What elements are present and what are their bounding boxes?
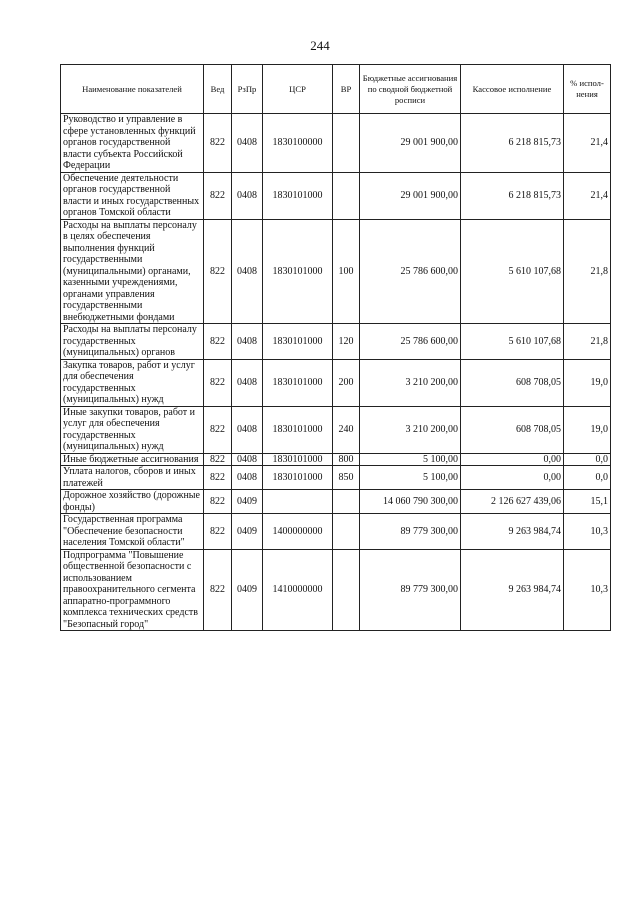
row-vr: 200 <box>333 359 360 406</box>
row-ved: 822 <box>204 114 232 173</box>
row-assigned: 5 100,00 <box>360 453 461 466</box>
row-assigned: 14 060 790 300,00 <box>360 490 461 514</box>
table-header-row <box>61 65 611 114</box>
row-ved: 822 <box>204 549 232 631</box>
row-csr: 1830101000 <box>263 453 333 466</box>
row-ved: 822 <box>204 490 232 514</box>
row-vr: 240 <box>333 406 360 453</box>
row-rzpr: 0408 <box>232 359 263 406</box>
table-row <box>61 324 611 360</box>
row-name: Руководство и управление в сфере установленных функций органов государственной власти субъекта Российской Федерации <box>61 114 204 173</box>
row-assigned: 3 210 200,00 <box>360 406 461 453</box>
row-name: Иные бюджетные ассигнования <box>61 453 204 466</box>
row-rzpr: 0408 <box>232 114 263 173</box>
row-ved: 822 <box>204 406 232 453</box>
row-name: Дорожное хозяйство (дорожные фонды) <box>61 490 204 514</box>
row-ved: 822 <box>204 514 232 550</box>
row-ved: 822 <box>204 324 232 360</box>
row-percent: 21,4 <box>564 172 611 219</box>
row-percent: 15,1 <box>564 490 611 514</box>
row-rzpr: 0408 <box>232 324 263 360</box>
row-percent: 19,0 <box>564 359 611 406</box>
table-row <box>61 549 611 631</box>
row-ved: 822 <box>204 172 232 219</box>
table-row <box>61 466 611 490</box>
row-percent: 10,3 <box>564 549 611 631</box>
row-rzpr: 0408 <box>232 406 263 453</box>
row-vr <box>333 490 360 514</box>
row-csr: 1830101000 <box>263 359 333 406</box>
row-vr <box>333 114 360 173</box>
table-row <box>61 219 611 324</box>
row-csr <box>263 490 333 514</box>
row-vr: 800 <box>333 453 360 466</box>
row-assigned: 29 001 900,00 <box>360 114 461 173</box>
row-name: Обеспечение деятельности органов государственной власти и иных государственных органов Томской области <box>61 172 204 219</box>
row-executed: 6 218 815,73 <box>461 114 564 173</box>
row-csr: 1830100000 <box>263 114 333 173</box>
table-row <box>61 359 611 406</box>
row-csr: 1830101000 <box>263 466 333 490</box>
row-name: Подпрограмма "Повышение общественной безопасности с использованием правоохранительного сегмента аппаратно-программного комплекса технических средств "Безопасный город" <box>61 549 204 631</box>
row-assigned: 29 001 900,00 <box>360 172 461 219</box>
row-rzpr: 0409 <box>232 549 263 631</box>
row-vr: 100 <box>333 219 360 324</box>
row-executed: 0,00 <box>461 466 564 490</box>
row-rzpr: 0408 <box>232 453 263 466</box>
row-vr <box>333 514 360 550</box>
row-rzpr: 0409 <box>232 514 263 550</box>
row-vr <box>333 172 360 219</box>
row-executed: 608 708,05 <box>461 359 564 406</box>
row-csr: 1830101000 <box>263 324 333 360</box>
row-executed: 2 126 627 439,06 <box>461 490 564 514</box>
row-assigned: 25 786 600,00 <box>360 219 461 324</box>
row-executed: 9 263 984,74 <box>461 549 564 631</box>
row-name: Уплата налогов, сборов и иных платежей <box>61 466 204 490</box>
row-rzpr: 0408 <box>232 466 263 490</box>
header-name: Наименование показателей <box>61 65 204 114</box>
table-row <box>61 453 611 466</box>
row-ved: 822 <box>204 219 232 324</box>
header-ved: Вед <box>204 65 232 114</box>
row-executed: 0,00 <box>461 453 564 466</box>
header-rzpr: РзПр <box>232 65 263 114</box>
row-name: Расходы на выплаты персоналу государственных (муниципальных) органов <box>61 324 204 360</box>
row-assigned: 3 210 200,00 <box>360 359 461 406</box>
header-vr: ВР <box>333 65 360 114</box>
row-csr: 1400000000 <box>263 514 333 550</box>
row-csr: 1830101000 <box>263 172 333 219</box>
page-number: 244 <box>310 38 330 53</box>
row-percent: 0,0 <box>564 453 611 466</box>
row-percent: 21,8 <box>564 219 611 324</box>
row-name: Иные закупки товаров, работ и услуг для обеспечения государственных (муниципальных) нужд <box>61 406 204 453</box>
row-csr: 1830101000 <box>263 219 333 324</box>
row-vr: 850 <box>333 466 360 490</box>
row-executed: 5 610 107,68 <box>461 324 564 360</box>
table-row <box>61 514 611 550</box>
row-ved: 822 <box>204 359 232 406</box>
header-assigned: Бюджетные ассигнования по сводной бюджетной росписи <box>360 65 461 114</box>
row-assigned: 25 786 600,00 <box>360 324 461 360</box>
table-row <box>61 490 611 514</box>
row-assigned: 5 100,00 <box>360 466 461 490</box>
table-row <box>61 114 611 173</box>
row-csr: 1410000000 <box>263 549 333 631</box>
row-executed: 5 610 107,68 <box>461 219 564 324</box>
budget-execution-table <box>60 64 611 631</box>
row-name: Расходы на выплаты персоналу в целях обеспечения выполнения функций государственными (муниципальными) органами, казенными учреждениями, органами управления государственными внебюджетными фондами <box>61 219 204 324</box>
row-ved: 822 <box>204 466 232 490</box>
row-rzpr: 0408 <box>232 172 263 219</box>
row-executed: 608 708,05 <box>461 406 564 453</box>
row-executed: 9 263 984,74 <box>461 514 564 550</box>
header-percent: % испол-нения <box>564 65 611 114</box>
row-csr: 1830101000 <box>263 406 333 453</box>
row-percent: 0,0 <box>564 466 611 490</box>
row-rzpr: 0408 <box>232 219 263 324</box>
row-assigned: 89 779 300,00 <box>360 514 461 550</box>
row-executed: 6 218 815,73 <box>461 172 564 219</box>
row-percent: 19,0 <box>564 406 611 453</box>
header-csr: ЦСР <box>263 65 333 114</box>
row-rzpr: 0409 <box>232 490 263 514</box>
row-percent: 10,3 <box>564 514 611 550</box>
row-percent: 21,4 <box>564 114 611 173</box>
header-executed: Кассовое исполнение <box>461 65 564 114</box>
row-vr: 120 <box>333 324 360 360</box>
row-percent: 21,8 <box>564 324 611 360</box>
table-row <box>61 406 611 453</box>
row-name: Государственная программа "Обеспечение безопасности населения Томской области" <box>61 514 204 550</box>
row-name: Закупка товаров, работ и услуг для обеспечения государственных (муниципальных) нужд <box>61 359 204 406</box>
row-ved: 822 <box>204 453 232 466</box>
row-assigned: 89 779 300,00 <box>360 549 461 631</box>
table-row <box>61 172 611 219</box>
row-vr <box>333 549 360 631</box>
